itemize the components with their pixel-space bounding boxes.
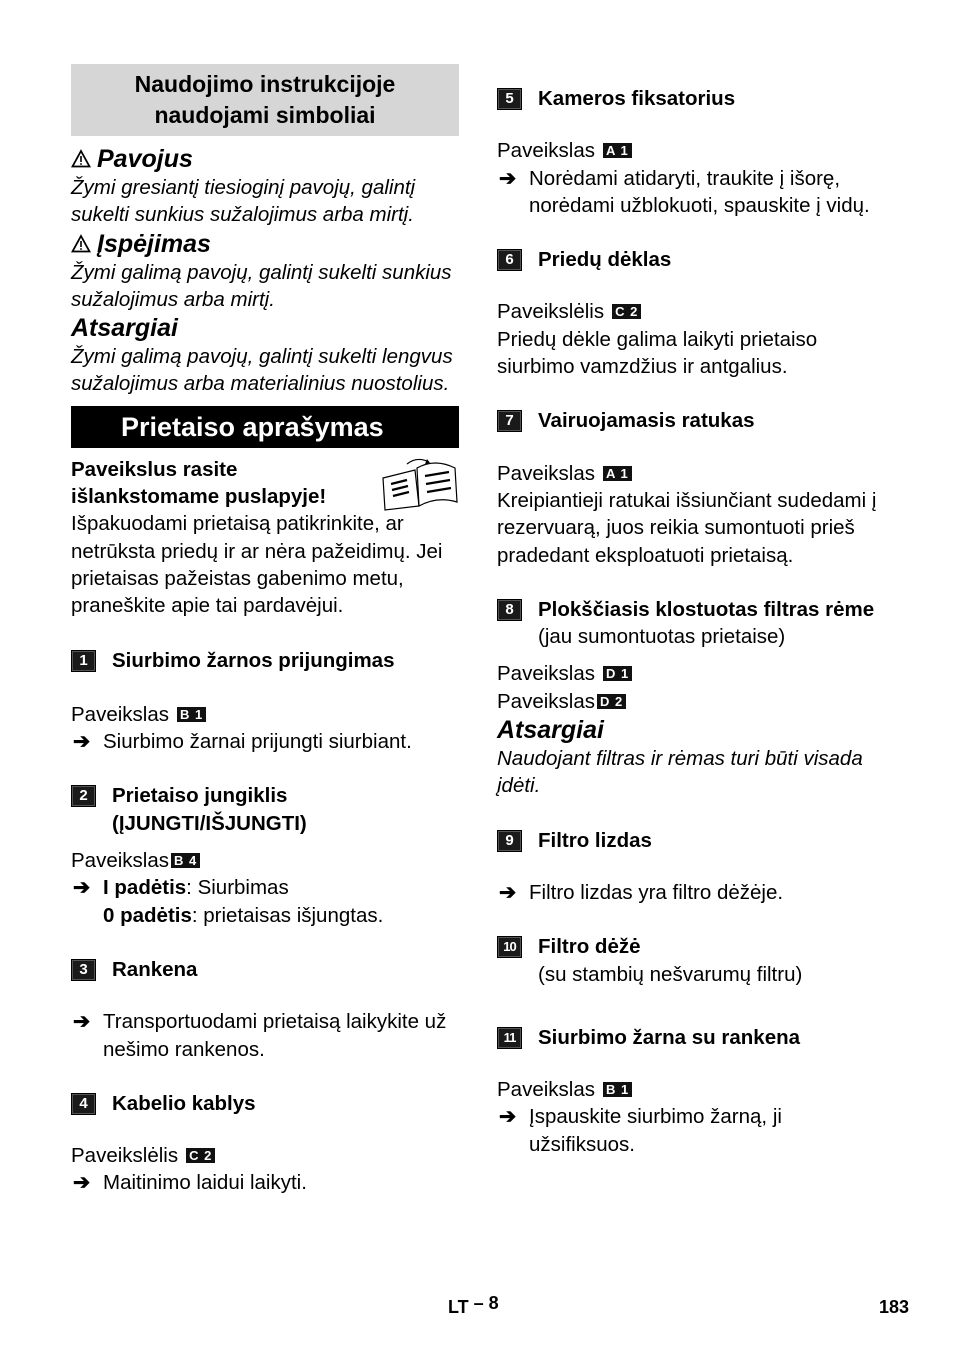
fold-note-row <box>71 456 459 511</box>
fold-note: Paveikslus rasite išlankstomame puslapyje! <box>71 457 327 509</box>
figure-badge: A 1 <box>603 143 632 158</box>
item-title: Rankena <box>112 957 198 981</box>
item-9 <box>497 827 885 854</box>
right-column <box>497 85 885 1158</box>
caution-text: Žymi galimą pavojų, galintį sukelti lengvus sužalojimus arba materialinius nuostolius. <box>71 345 453 396</box>
arrow-icon: ➔ <box>73 876 91 900</box>
danger-text: Žymi gresiantį tiesioginį pavojų, galintį sukelti sunkius sužalojimus arba mirtį. <box>71 176 416 227</box>
item-number: 9 <box>497 830 522 852</box>
figure-badge: C 2 <box>612 304 641 319</box>
open-book-icon <box>377 456 459 512</box>
item-title: Plokščiasis klostuotas filtras rėme <box>538 597 875 621</box>
arrow-icon: ➔ <box>73 1010 91 1034</box>
footer-page-label <box>448 1293 499 1318</box>
figure-badge: D 1 <box>603 666 632 681</box>
item-3 <box>71 956 459 983</box>
instruction: ➔ Norėdami atidaryti, traukite į išorę, norėdami užblokuoti, spauskite į vidų. <box>499 166 870 217</box>
figure-ref: Paveikslas B 1 <box>497 1076 885 1103</box>
figure-badge: D 2 <box>597 694 626 709</box>
item-2 <box>71 782 459 837</box>
item-title: Filtro dėžė <box>538 935 641 959</box>
item-text: Priedų dėkle galima laikyti prietaiso siurbimo vamzdžius ir antgalius. <box>497 327 818 379</box>
caution-text: Naudojant filtras ir rėmas turi būti visada įdėti. <box>497 747 863 798</box>
warning-text: Žymi galimą pavojų, galintį sukelti sunkius sužalojimus arba mirtį. <box>71 260 452 311</box>
item-11 <box>497 1024 885 1051</box>
arrow-icon: ➔ <box>499 166 517 190</box>
figure-ref: Paveikslas D 2 <box>497 688 885 715</box>
item-number: 8 <box>497 599 522 621</box>
item-subtitle: (su stambių nešvarumų filtru) <box>538 962 803 986</box>
figure-ref: Paveikslas B 1 <box>71 701 459 728</box>
item-10 <box>497 933 885 988</box>
instruction: ➔ Siurbimo žarnai prijungti siurbiant. <box>71 728 459 755</box>
instruction: ➔ I padėtis: Siurbimas 0 padėtis: prietaisas išjungtas. <box>73 876 384 927</box>
instruction: ➔ Įspauskite siurbimo žarną, ji užsifiksuos. <box>499 1105 782 1156</box>
item-5 <box>497 85 885 112</box>
item-number: 10 <box>497 936 522 958</box>
item-title: Priedų dėklas <box>538 248 672 272</box>
figure-ref: Paveikslas D 1 <box>497 660 885 687</box>
item-7 <box>497 407 885 434</box>
arrow-icon: ➔ <box>73 730 91 754</box>
figure-badge: B 1 <box>603 1082 632 1097</box>
symbols-heading: Naudojimo instrukcijoje naudojami simboliai <box>71 64 459 136</box>
figure-ref: Paveikslas A 1 <box>497 460 885 487</box>
instruction: ➔ Maitinimo laidui laikyti. <box>71 1169 459 1196</box>
item-number: 5 <box>497 88 522 110</box>
item-8 <box>497 596 885 651</box>
caution-title: Atsargiai <box>71 314 178 343</box>
arrow-icon: ➔ <box>73 1171 91 1195</box>
figure-badge: A 1 <box>603 466 632 481</box>
item-6 <box>497 246 885 273</box>
figure-badge: C 2 <box>186 1148 215 1163</box>
warning-triangle-icon <box>71 149 91 168</box>
item-text: Kreipiantieji ratukai išsiunčiant sudedami į rezervuarą, juos reikia sumontuoti prieš pradedant eksploatuoti prietaisą. <box>497 488 877 567</box>
item-number: 6 <box>497 249 522 271</box>
item-title: Kameros fiksatorius <box>538 87 736 110</box>
arrow-icon: ➔ <box>499 1105 517 1129</box>
warning-triangle-icon <box>71 234 91 253</box>
item-subtitle: (jau sumontuotas prietaise) <box>538 625 786 649</box>
item-4 <box>71 1090 459 1117</box>
item-number: 11 <box>497 1027 522 1049</box>
item-number: 4 <box>71 1093 96 1115</box>
instruction: ➔ Transportuodami prietaisą laikykite už nešimo rankenos. <box>73 1010 447 1061</box>
section-heading: Prietaiso aprašymas <box>71 406 459 448</box>
item-1 <box>71 647 459 674</box>
danger-title: Pavojus <box>71 144 459 174</box>
item-title: Kabelio kablys <box>112 1091 256 1115</box>
warning-title: Įspėjimas <box>71 229 459 259</box>
item-title: Prietaiso jungiklis (ĮJUNGTI/IŠJUNGTI) <box>112 784 307 835</box>
item-title: Vairuojamasis ratukas <box>538 409 755 433</box>
item-number: 2 <box>71 785 96 807</box>
figure-badge: B 4 <box>171 853 200 868</box>
item-number: 1 <box>71 650 96 672</box>
item-title: Siurbimo žarna su rankena <box>538 1025 801 1049</box>
left-column <box>71 64 459 1197</box>
figure-badge: B 1 <box>177 707 206 722</box>
instruction: ➔ Filtro lizdas yra filtro dėžėje. <box>497 879 885 906</box>
item-title: Siurbimo žarnos prijungimas <box>112 648 395 672</box>
intro-text: Išpakuodami prietaisą patikrinkite, ar netrūksta priedų ir ar nėra pažeidimų. Jei prietaisas pažeistas gabenimo metu, praneškite apie tai pardavėjui. <box>71 512 443 618</box>
figure-ref: Paveikslas B 4 <box>71 847 459 874</box>
item-number: 7 <box>497 410 522 432</box>
item-title: Filtro lizdas <box>538 828 652 852</box>
caution-title: Atsargiai <box>497 716 604 745</box>
footer-page-number: 183 <box>879 1297 910 1317</box>
figure-ref: Paveikslėlis C 2 <box>71 1142 459 1169</box>
footer-local-page: – 8 <box>473 1293 499 1313</box>
item-number: 3 <box>71 959 96 981</box>
figure-ref: Paveikslas A 1 <box>497 137 885 164</box>
arrow-icon: ➔ <box>499 880 517 904</box>
footer-lang: LT <box>448 1297 469 1317</box>
figure-ref: Paveikslėlis C 2 <box>497 298 885 325</box>
